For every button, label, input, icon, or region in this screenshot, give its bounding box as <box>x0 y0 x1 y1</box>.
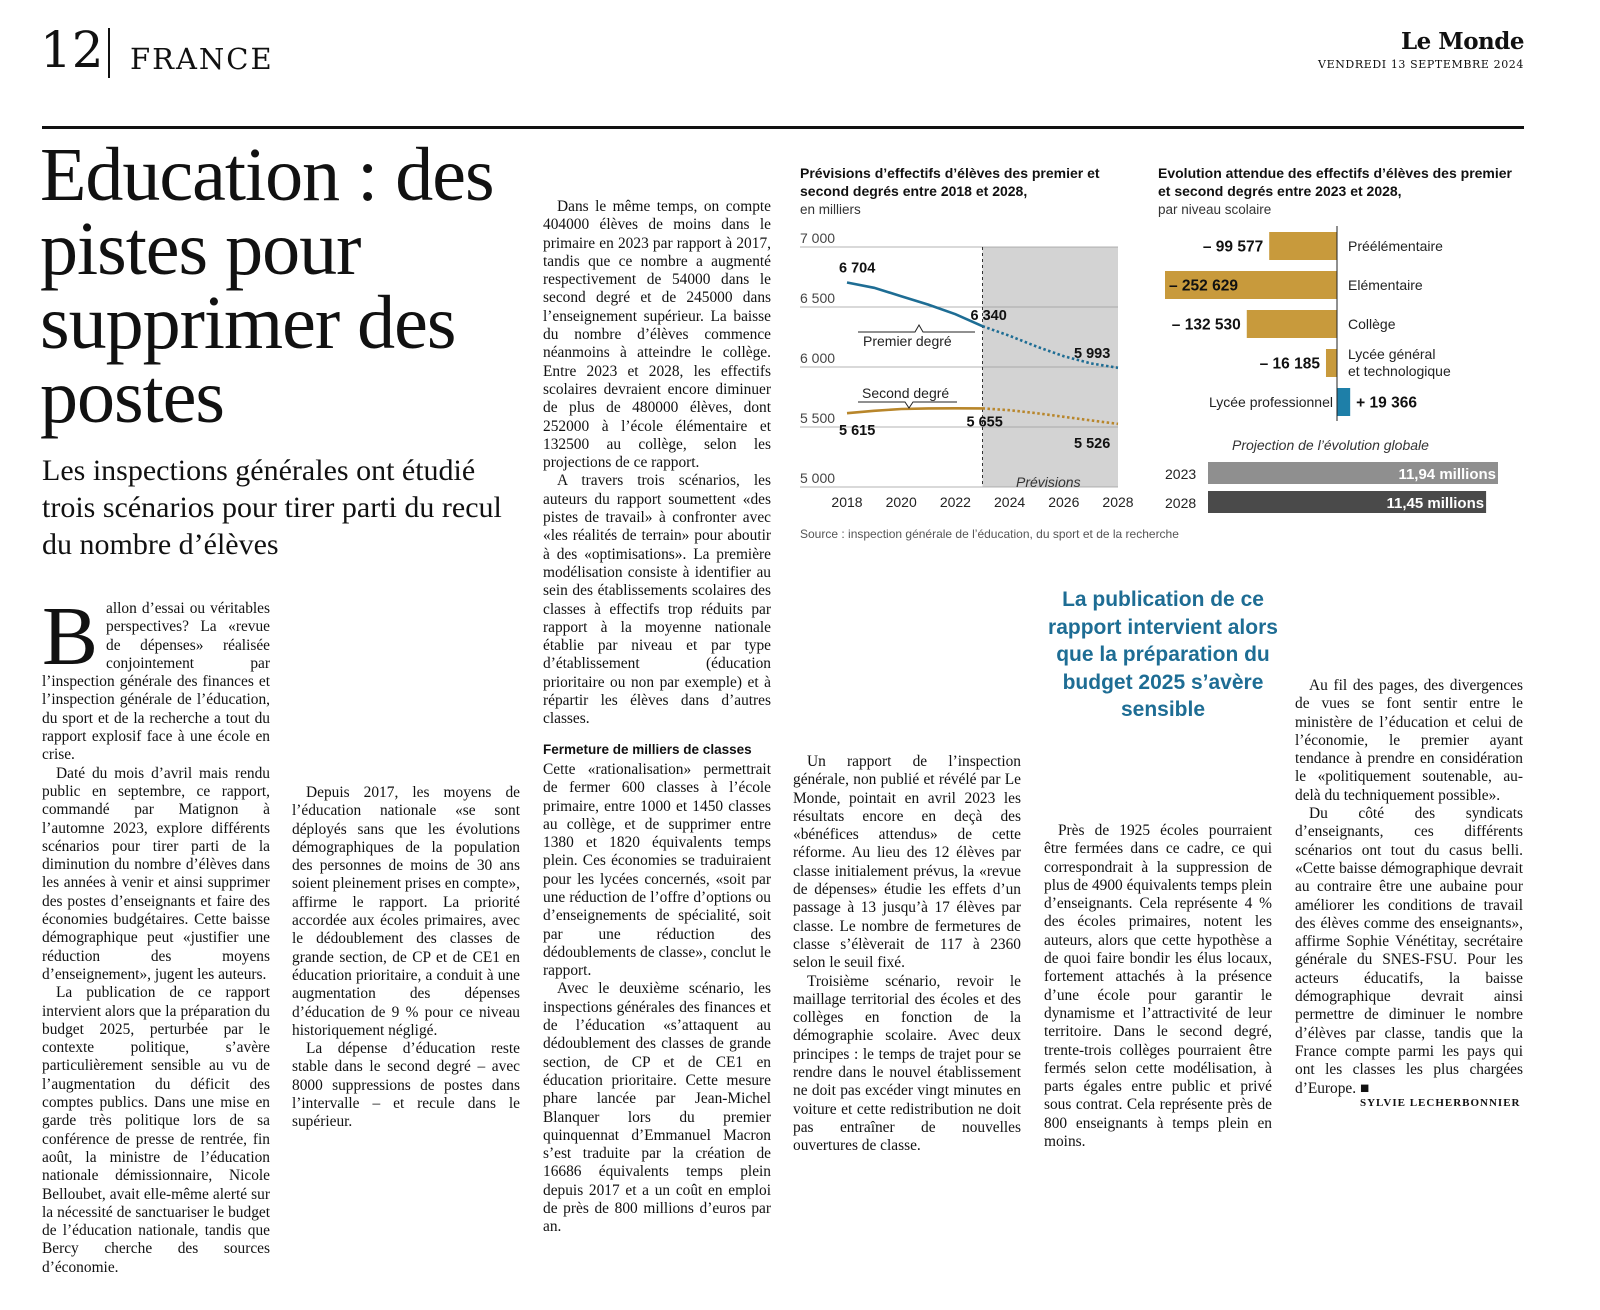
header-rule <box>42 126 1524 129</box>
category-label: Lycée professionnel <box>1208 394 1333 410</box>
series-premier-degre-actual <box>847 283 983 327</box>
column-6 <box>1295 585 1523 1105</box>
paragraph-3: La publication de ce rapport intervient alors que la préparation du budget 2025, perturbée par le contexte politique, s’avère particulièrement sensible au vu de l’augmentation du déficit des comptes publics. Dans une mise en garde très politique lors de sa conférence de presse de rentrée, fin août, la ministre de l’éducation nationale démissionnaire, Nicole Belloubet, avait elle-même alerté sur la nécessité de sanctuariser le budget de l’éducation nationale, tandis que Bercy cherche des sources d’économie. <box>42 984 270 1276</box>
issue-date: VENDREDI 13 SEPTEMBRE 2024 <box>1318 58 1524 71</box>
bar <box>1337 388 1350 416</box>
paragraph-6: Dans le même temps, on compte 404000 élèves de moins dans le primaire en 2023 par rapport à 2017, tandis que ce nombre a augmenté respectivement de 54000 dans le second degré et de 245000 dans l’enseignement supérieur. La baisse du nombre d’élèves commence néanmoins à atteindre le collège. Entre 2023 et 2028, les effectifs scolaires devraient encore diminuer de plus de 480000 élèves, dont 252000 à l’école élémentaire et 132500 au collège, selon les projections de ce rapport. <box>543 198 771 472</box>
data-label: 5 526 <box>1074 435 1111 452</box>
line-chart <box>795 222 1135 522</box>
dropcap: B <box>42 590 99 683</box>
y-tick-label: 5 000 <box>800 470 836 486</box>
paragraph-4: Depuis 2017, les moyens de l’éducation nationale «se sont déployés sans que les évolutions démographiques de la population des personnes de moins de 30 ans soient pleinement prises en compte», affirme le rapport. La priorité accordée aux écoles primaires, avec le dédoublement des classes de grande section, de CP et de CE1 en éducation prioritaire, a conduit à une augmentation des dépenses d’éducation de 9 % pour ce niveau historiquement négligé. <box>292 784 520 1039</box>
paragraph-14-text: Du côté des syndicats d’enseignants, ces différents scénarios ont tout du casus belli. «Cette baisse démographique devrait au contraire être une aubaine pour améliorer les conditions de travail des élèves comme des enseignants», affirme Sophie Vénétitay, secrétaire générale du SNES-FSU. Pour les acteurs éducatifs, la baisse démographique devrait ainsi permettre de diminuer le nombre d’élèves par classe, tandis que la France compte parmi les pays qui ont les classes les plus chargées d’Europe. <box>1295 805 1523 1097</box>
projection-year: 2028 <box>1165 495 1197 511</box>
bar-chart <box>1150 222 1520 522</box>
chart-source: Source : inspection générale de l’éducation, du sport et de la recherche <box>800 527 1179 541</box>
bar-value-label: – 99 577 <box>1202 238 1264 256</box>
category-label: Préélémentaire <box>1348 238 1443 254</box>
category-label: Collège <box>1348 316 1396 332</box>
projection-title: Projection de l’évolution globale <box>1232 437 1429 453</box>
section-title: FRANCE <box>130 42 274 76</box>
deck: Les inspections générales ont étudié trois scénarios pour tirer parti du recul du nombre d’élèves <box>42 454 502 561</box>
forecast-label: Prévisions <box>1016 474 1081 490</box>
y-tick-label: 7 000 <box>800 230 836 246</box>
newspaper-logo: Le Monde <box>1400 28 1524 55</box>
projection-value: 11,45 millions <box>1386 495 1485 512</box>
header-divider <box>108 28 110 78</box>
page-number: 12 <box>40 21 104 79</box>
bar <box>1269 232 1337 260</box>
x-tick-label: 2026 <box>1048 494 1080 510</box>
subhead: Fermeture de milliers de classes <box>543 741 752 757</box>
paragraph-13: Au fil des pages, des divergences de vues se font sentir entre le ministère de l’éducation et celui de l’économie, le premier ayant tendance à prendre en considération le «politiquement soutenable, au-delà du techniquement possible». <box>1295 677 1523 804</box>
bar-value-label: + 19 366 <box>1356 394 1417 412</box>
intro-paragraph <box>42 590 270 765</box>
x-tick-label: 2022 <box>939 494 971 510</box>
projection-value: 11,94 millions <box>1398 466 1496 483</box>
bar-value-label: – 132 530 <box>1171 316 1241 334</box>
paragraph-8: Cette «rationalisation» permettrait de fermer 600 classes à l’école primaire, entre 1000 et 1450 classes au collège, et de supprimer entre 1380 et 1820 équivalents temps plein. Ces économies se traduiraient pour les lycées concernés, «soit par une réduction de l’offre d’options ou d’enseignements de spécialité, soit par une réduction des dédoublements de classe», conclut le rapport. <box>543 760 771 980</box>
series-premier-degre-name: Premier degré <box>863 333 952 349</box>
end-mark: ■ <box>1359 1079 1370 1097</box>
bar-value-label: – 252 629 <box>1169 277 1238 295</box>
category-label: Lycée général <box>1348 346 1436 362</box>
headline: Education : des pistes pour supprimer des postes <box>40 133 494 439</box>
projection-year: 2023 <box>1165 466 1197 482</box>
pull-quote: La publication de ce rapport intervient alors que la préparation du budget 2025 s’avère sensible <box>1048 588 1278 721</box>
series-second-degre-actual <box>847 408 983 413</box>
data-label: 5 655 <box>966 414 1003 431</box>
byline: SYLVIE LECHERBONNIER <box>1360 1097 1521 1109</box>
column-4 <box>793 585 1021 1155</box>
column-2 <box>292 600 520 1131</box>
paragraph-5: La dépense d’éducation reste stable dans le second degré – avec 8000 suppressions de postes dans l’intervalle – et recule dans le supérieur. <box>292 1040 520 1131</box>
bar <box>1247 310 1337 338</box>
category-label: Elémentaire <box>1348 277 1423 293</box>
data-label: 6 340 <box>970 308 1007 325</box>
series-second-degre-name: Second degré <box>862 385 950 401</box>
y-tick-label: 6 500 <box>800 290 836 306</box>
chart-1-title: Prévisions d’effectifs d’élèves des premier et second degrés entre 2018 et 2028, <box>800 165 1100 199</box>
intro-text: allon d’essai ou véritables perspectives? La «revue de dépenses» réalisée conjointement par l’inspection générale des finances et l’inspection générale de l’éducation, du sport et de la recherche a tout du rapport explosif face à une école en crise. <box>42 600 270 764</box>
category-label: et technologique <box>1348 363 1451 379</box>
paragraph-14 <box>1295 805 1523 1098</box>
chart-2-title: Evolution attendue des effectifs d’élèves des premier et second degrés entre 2023 et 2028, <box>1158 165 1512 199</box>
paragraph-7: A travers trois scénarios, les auteurs du rapport soumettent «des pistes de travail» à confronter avec «les réalités de terrain» pour aboutir à des «optimisations». La première modélisation consiste à identifier au sein des établissements scolaires des classes à effectifs trop réduits par rapport à la moyenne nationale établie par niveau et par type d’établissement (éducation prioritaire ou non par exemple) et à répartir les élèves dans d’autres classes. <box>543 472 771 728</box>
column-3 <box>543 162 771 1236</box>
paragraph-10: Un rapport de l’inspection générale, non publié et révélé par Le Monde, pointait en avril 2023 les résultats encore en deçà des «bénéfices attendus» de cette réforme. Au lieu des 12 élèves par classe initialement prévus, la «revue de dépenses» étudie les effets d’un passage à 13 jusqu’à 17 élèves par classe. Le nombre de fermetures de classe s’élèverait de 117 à 2360 selon le seuil fixé. <box>793 753 1021 972</box>
x-tick-label: 2028 <box>1102 494 1134 510</box>
bar <box>1326 349 1337 377</box>
bar-value-label: – 16 185 <box>1259 355 1320 373</box>
y-tick-label: 6 000 <box>800 350 836 366</box>
y-tick-label: 5 500 <box>800 410 836 426</box>
paragraph-11: Troisième scénario, revoir le maillage territorial des écoles et des collèges en fonction de la démographie scolaire. Avec deux principes : le temps de trajet pour se rendre dans le nouvel établissement ne doit pas excéder vingt minutes en voiture et cette redistribution ne doit pas entraîner de nouvelles ouvertures de classe. <box>793 972 1021 1155</box>
paragraph-12: Près de 1925 écoles pourraient être fermées dans ce cadre, ce qui correspondrait à la suppression de plus de 4900 équivalents temps plein d’enseignants. Cela représente 4 % des écoles primaires, notent les auteurs, alors que cette hypothèse a de quoi faire bondir les élus locaux, fortement attachés à la présence d’une école pour garantir le dynamisme et l’attractivité de leur territoire. Dans le second degré, trente-trois collèges pourraient être fermés selon cette modélisation, à parts égales entre public et privé sous contrat. Cela représente près de 800 enseignants à temps plein en moins. <box>1044 822 1272 1151</box>
x-tick-label: 2020 <box>885 494 917 510</box>
series-premier-degre-bracket <box>858 325 975 332</box>
data-label: 6 704 <box>839 260 876 277</box>
column-1 <box>42 590 270 1310</box>
paragraph-9: Avec le deuxième scénario, les inspections générales des finances et de l’éducation «s’attaquent au dédoublement des classes de grande section, de CP et de CE1 en éducation prioritaire. Cette mesure phare lancée par Jean-Michel Blanquer lors du premier quinquennat d’Emmanuel Macron s’est traduite par la création de 16686 équivalents temps plein depuis 2017 et a un coût en emploi de près de 800 millions d’euros par an. <box>543 980 771 1236</box>
x-tick-label: 2024 <box>994 494 1026 510</box>
data-label: 5 615 <box>839 423 876 440</box>
column-5 <box>1044 822 1272 1151</box>
data-label: 5 993 <box>1074 345 1111 362</box>
chart-1-unit: en milliers <box>800 202 861 217</box>
paragraph-2: Daté du mois d’avril mais rendu public en septembre, ce rapport, commandé par Matignon à l’automne 2023, explore différents scénarios pour tirer parti de la diminution du nombre d’élèves dans les années à venir et ainsi supprimer des postes d’enseignants et faire des économies budgétaires. Cette baisse démographique peut «justifier une réduction des moyens d’enseignement», jugent les auteurs. <box>42 764 270 983</box>
x-tick-label: 2018 <box>831 494 863 510</box>
chart-2-unit: par niveau scolaire <box>1158 202 1272 217</box>
